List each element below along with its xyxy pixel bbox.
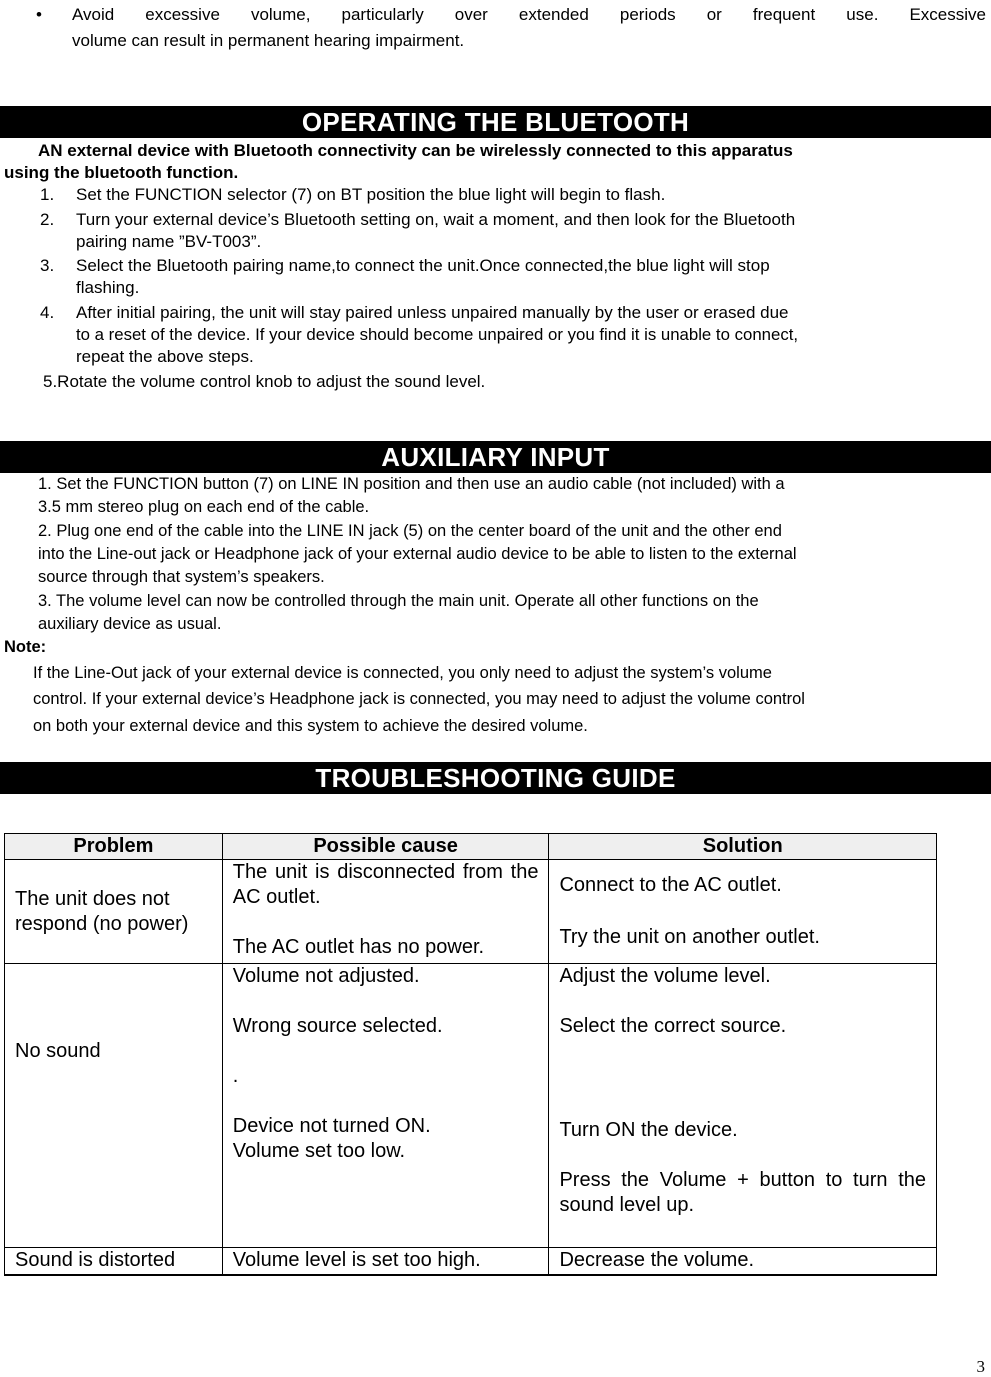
cause-text: Wrong source selected. [232, 1015, 443, 1037]
solution-text: Connect to the AC outlet. [559, 874, 782, 896]
auxiliary-section-title: AUXILIARY INPUT [0, 441, 991, 473]
bluetooth-step-5: 5.Rotate the volume control knob to adjust the sound level. [43, 372, 486, 391]
solution-text: Select the correct source. [559, 1015, 787, 1037]
header-problem: Problem [5, 834, 223, 860]
aux-line-1: 1. Set the FUNCTION button (7) on LINE IN position and then use an audio cable (not included) with a [38, 475, 785, 493]
cause-text: The AC outlet has no power. [232, 936, 485, 958]
step-text: repeat the above steps. [76, 347, 254, 366]
cause-text: Device not turned ON. [232, 1115, 431, 1137]
cause-cell [222, 964, 549, 1248]
solution-text: Adjust the volume level. [559, 965, 771, 987]
page-number: 3 [976, 1357, 985, 1376]
step-text: pairing name ”BV-T003”. [76, 232, 262, 251]
table-row [5, 964, 937, 1248]
bluetooth-step-4 [40, 302, 990, 368]
bluetooth-step-1 [40, 184, 990, 206]
header-possible-cause: Possible cause [222, 834, 549, 860]
table-header-row [5, 834, 937, 860]
table-row [5, 1248, 937, 1275]
cause-text: Volume not adjusted. [232, 965, 420, 987]
solution-text: Try the unit on another outlet. [559, 926, 820, 948]
troubleshooting-section-title: TROUBLESHOOTING GUIDE [0, 762, 991, 794]
bullet-text-line-1: Avoid excessive volume, particularly over extended periods or frequent use. Excessive [72, 5, 986, 24]
aux-line-6: 3. The volume level can now be controlled through the main unit. Operate all other functions on the [38, 592, 759, 610]
solution-cell [549, 860, 937, 964]
note-line-3: on both your external device and this system to achieve the desired volume. [33, 717, 588, 735]
aux-line-4: into the Line-out jack or Headphone jack of your external audio device to be able to listen to the external [38, 545, 797, 563]
bluetooth-intro-line-2: using the bluetooth function. [4, 163, 239, 182]
solution-text: Turn ON the device. [559, 1119, 738, 1141]
cause-cell: Volume level is set too high. [222, 1248, 549, 1275]
bullet-text-line-2: volume can result in permanent hearing impairment. [72, 31, 465, 50]
problem-cell: The unit does not respond (no power) [5, 860, 223, 964]
solution-cell: Decrease the volume. [549, 1248, 937, 1275]
bluetooth-intro-line-1: AN external device with Bluetooth connectivity can be wirelessly connected to this apparatus [38, 141, 793, 160]
aux-line-5: source through that system’s speakers. [38, 568, 325, 586]
bluetooth-step-3 [40, 255, 990, 299]
step-text: After initial pairing, the unit will stay paired unless unpaired manually by the user or erased due [76, 303, 789, 322]
solution-cell [549, 964, 937, 1248]
bullet-dot-icon: • [36, 5, 42, 24]
cause-text: The unit is disconnected from the AC outlet. [232, 861, 539, 908]
step-text: flashing. [76, 278, 140, 297]
step-number: 3. [40, 256, 55, 275]
bluetooth-section-title: OPERATING THE BLUETOOTH [0, 106, 991, 138]
note-label: Note: [4, 638, 47, 656]
aux-line-2: 3.5 mm stereo plug on each end of the cable. [38, 498, 370, 516]
bluetooth-step-2 [40, 209, 990, 253]
step-text: Set the FUNCTION selector (7) on BT position the blue light will begin to flash. [76, 185, 666, 204]
cause-text: Volume set too low. [232, 1140, 406, 1162]
note-line-2: control. If your external device’s Headphone jack is connected, you may need to adjust the volume control [33, 690, 805, 708]
aux-line-7: auxiliary device as usual. [38, 615, 222, 633]
problem-cell: No sound [5, 964, 223, 1248]
step-text: to a reset of the device. If your device should become unpaired or you find it is unable to connect, [76, 325, 799, 344]
step-number: 1. [40, 185, 55, 204]
cause-text: . [232, 1065, 239, 1087]
header-solution: Solution [549, 834, 937, 860]
cause-cell [222, 860, 549, 964]
step-number: 4. [40, 303, 55, 322]
step-text: Select the Bluetooth pairing name,to connect the unit.Once connected,the blue light will stop [76, 256, 770, 275]
table-row [5, 860, 937, 964]
step-number: 2. [40, 210, 55, 229]
troubleshooting-table [4, 833, 937, 1276]
note-line-1: If the Line-Out jack of your external device is connected, you only need to adjust the system’s volume [33, 664, 772, 682]
problem-cell: Sound is distorted [5, 1248, 223, 1275]
solution-text: Press the Volume + button to turn the sound level up. [559, 1169, 926, 1216]
step-text: Turn your external device’s Bluetooth setting on, wait a moment, and then look for the Bluetooth [76, 210, 796, 229]
aux-line-3: 2. Plug one end of the cable into the LINE IN jack (5) on the center board of the unit and the other end [38, 522, 782, 540]
